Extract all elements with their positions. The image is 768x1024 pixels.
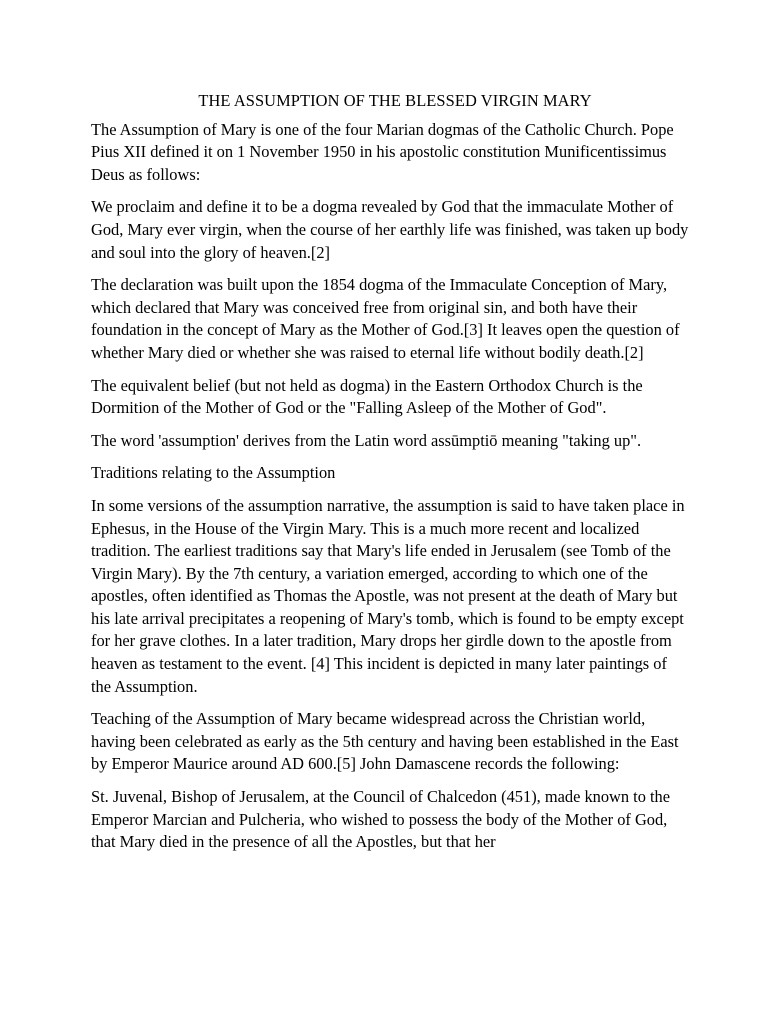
paragraph-juvenal: St. Juvenal, Bishop of Jerusalem, at the Council of Chalcedon (451), made known to the Emperor Marcian and Pulcheria, who wished to possess the body of the Mother of God, that Mary died in the presence of all the Apostles, but that her xyxy=(91,787,671,852)
paragraph-declaration: The declaration was built upon the 1854 dogma of the Immaculate Conception of Mary, which declared that Mary was conceived free from original sin, and both have their foundation in the concept of Mary as the Mother of God.[3] It leaves open the question of whether Mary died or whether she was raised to eternal life without bodily death.[2] xyxy=(91,275,680,362)
section-heading-traditions: Traditions relating to the Assumption xyxy=(91,463,336,483)
paragraph-dogma-quote: We proclaim and define it to be a dogma revealed by God that the immaculate Mother of God, Mary ever virgin, when the course of her earthly life was finished, was taken up body and soul into the glory of heaven.[2] xyxy=(91,197,689,262)
paragraph-eastern-orthodox: The equivalent belief (but not held as dogma) in the Eastern Orthodox Church is the Dormition of the Mother of God or the "Falling Asleep of the Mother of God". xyxy=(91,375,643,418)
paragraph-traditions: In some versions of the assumption narrative, the assumption is said to have taken place in Ephesus, in the House of the Virgin Mary. This is a much more recent and localized tradition. The earliest traditions say that Mary's life ended in Jerusalem (see Tomb of the Virgin Mary). By the 7th century, a variation emerged, according to which one of the apostles, often identified as Thomas the Apostle, was not present at the death of Mary but his late arrival precipitates a reopening of Mary's tomb, which is found to be empty except for her grave clothes. In a later tradition, Mary drops her girdle down to the apostle from heaven as testament to the event. [4] This incident is depicted in many later paintings of the Assumption. xyxy=(91,495,685,696)
document-page xyxy=(91,90,691,864)
paragraph-etymology: The word 'assumption' derives from the Latin word assūmptiō meaning "taking up". xyxy=(91,430,642,450)
paragraph-intro: The Assumption of Mary is one of the four Marian dogmas of the Catholic Church. Pope Pius XII defined it on 1 November 1950 in his apostolic constitution Munificentissimus Deus as follows: xyxy=(91,119,674,184)
document-title: THE ASSUMPTION OF THE BLESSED VIRGIN MARY xyxy=(198,91,592,110)
paragraph-teaching: Teaching of the Assumption of Mary became widespread across the Christian world, having been celebrated as early as the 5th century and having been established in the East by Emperor Maurice around AD 600.[5] John Damascene records the following: xyxy=(91,709,679,774)
